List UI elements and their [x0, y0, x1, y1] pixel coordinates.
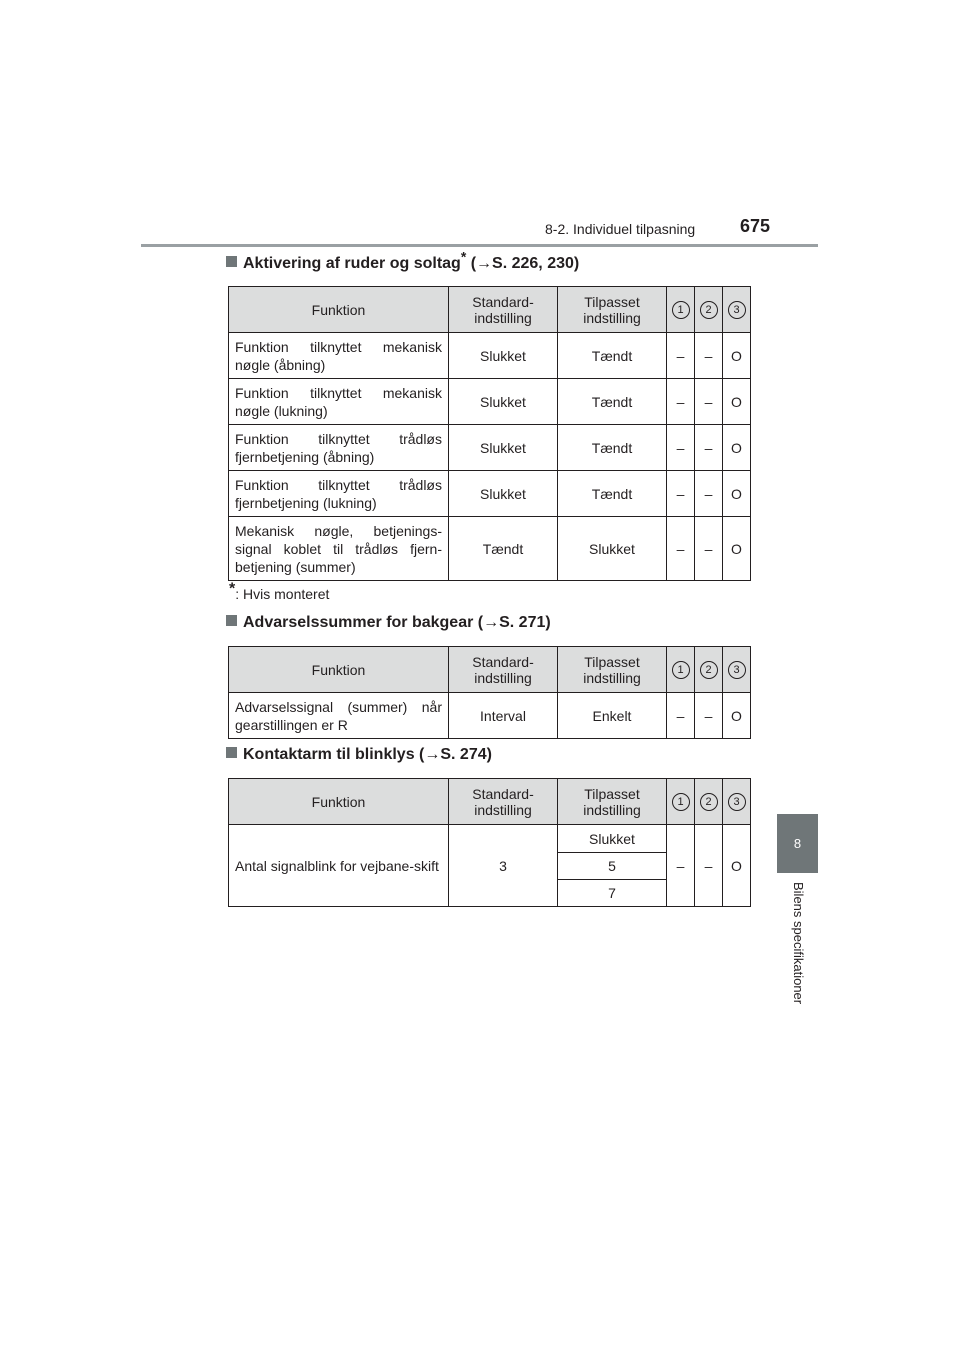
section-title-windows: Aktivering af ruder og soltag* (→S. 226, 230): [226, 255, 579, 273]
col-function: Funktion: [229, 779, 449, 825]
table-reverse-buzzer: [228, 646, 751, 739]
circled-3-icon: 3: [728, 301, 746, 319]
table-header-row: [229, 779, 751, 825]
col-default: Standard- indstilling: [449, 779, 558, 825]
col-function: Funktion: [229, 287, 449, 333]
table-turn-signal: [228, 778, 751, 907]
circled-2-icon: 2: [700, 301, 718, 319]
circled-1-icon: 1: [672, 793, 690, 811]
table-row: Funktion tilknyttet trådløs fjernbetjening (åbning) Slukket Tændt – – O: [229, 425, 751, 471]
table-row: Mekanisk nøgle, betjenings-signal koblet til trådløs fjern-betjening (summer) Tændt Slukket – – O: [229, 517, 751, 581]
square-bullet-icon: [226, 615, 237, 626]
table-row: Funktion tilknyttet trådløs fjernbetjening (lukning) Slukket Tændt – – O: [229, 471, 751, 517]
circled-2-icon: 2: [700, 793, 718, 811]
square-bullet-icon: [226, 256, 237, 267]
col-custom: Tilpasset indstilling: [558, 287, 667, 333]
col-default: Standard- indstilling: [449, 647, 558, 693]
table-row: Advarselssignal (summer) når gearstillingen er R Interval Enkelt – – O: [229, 693, 751, 739]
chapter-tab: 8: [777, 814, 818, 873]
table-windows: [228, 286, 751, 581]
col-function: Funktion: [229, 647, 449, 693]
circled-1-icon: 1: [672, 661, 690, 679]
square-bullet-icon: [226, 747, 237, 758]
col-custom: Tilpasset indstilling: [558, 779, 667, 825]
col-custom: Tilpasset indstilling: [558, 647, 667, 693]
table-header-row: [229, 287, 751, 333]
table-header-row: [229, 647, 751, 693]
table-row: Funktion tilknyttet mekanisk nøgle (lukning) Slukket Tændt – – O: [229, 379, 751, 425]
running-header-title: 8-2. Individuel tilpasning: [545, 221, 696, 237]
circled-3-icon: 3: [728, 661, 746, 679]
chapter-label: Bilens specifikationer: [791, 882, 806, 1005]
table-row: Antal signalblink for vejbane-skift 3 Slukket – – O: [229, 825, 751, 853]
section-title-reverse-buzzer: Advarselssummer for bakgear (→S. 271): [226, 614, 551, 632]
circled-3-icon: 3: [728, 793, 746, 811]
table-row: Funktion tilknyttet mekanisk nøgle (åbning) Slukket Tændt – – O: [229, 333, 751, 379]
circled-2-icon: 2: [700, 661, 718, 679]
col-default: Standard- indstilling: [449, 287, 558, 333]
circled-1-icon: 1: [672, 301, 690, 319]
footnote: *: Hvis monteret: [229, 580, 330, 602]
page-number: 675: [740, 216, 771, 236]
header-rule: [141, 244, 818, 247]
table-row: 5: [229, 853, 751, 880]
table-row: 7: [229, 880, 751, 907]
section-title-turn-signal: Kontaktarm til blinklys (→S. 274): [226, 746, 492, 764]
